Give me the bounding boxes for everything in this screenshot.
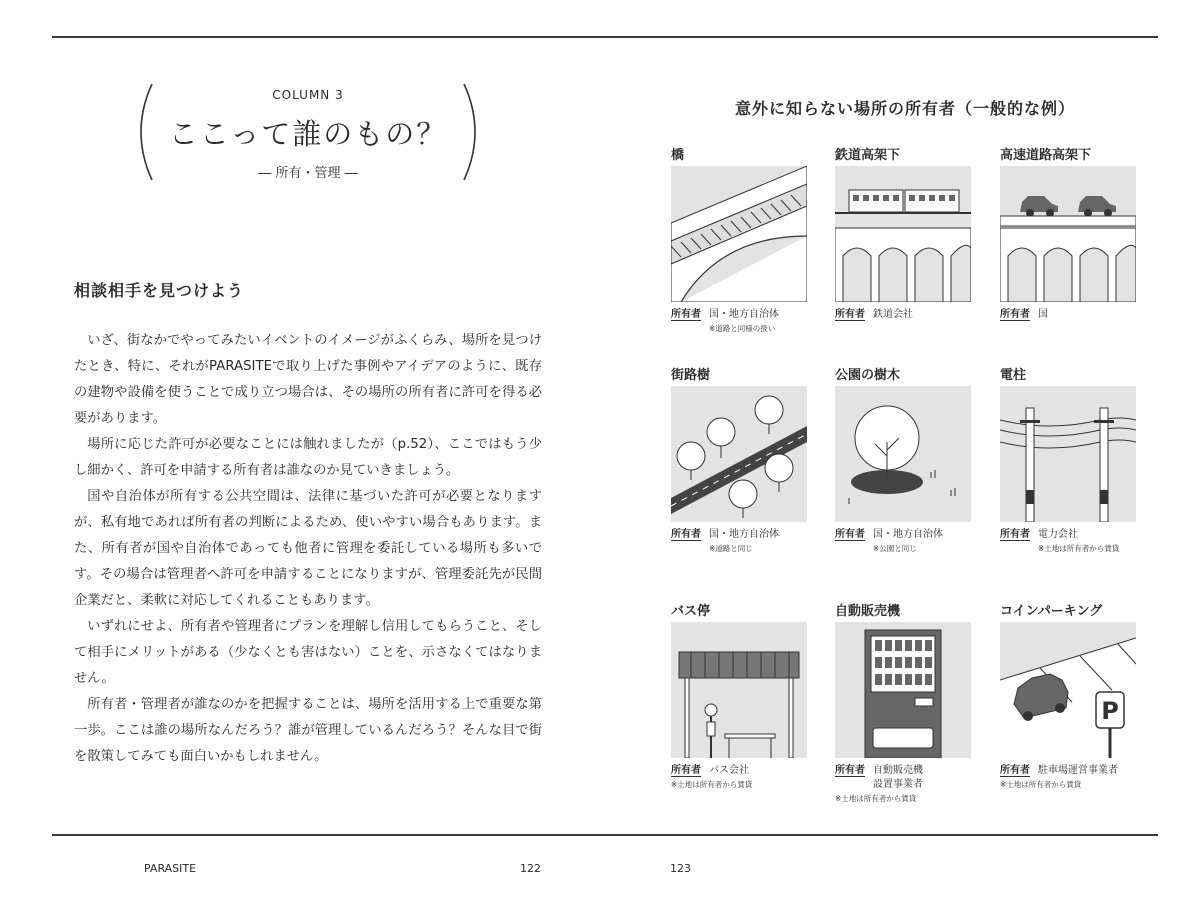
bridge-icon <box>671 166 807 302</box>
owner-label: 所有者 <box>835 765 865 776</box>
owner-note: ※公園と同じ <box>873 544 917 553</box>
top-rule <box>52 36 1158 38</box>
highway-viaduct-icon <box>1000 166 1136 302</box>
column-label: COLUMN 3 <box>272 88 344 102</box>
card-street-trees <box>671 364 811 556</box>
owner-label: 所有者 <box>671 309 701 320</box>
svg-text:P: P <box>1101 697 1119 725</box>
owner-info <box>835 308 975 322</box>
column-header <box>128 82 488 182</box>
paragraph: 所有者・管理者が誰なのかを把握することは、場所を活用する上で重要な第一歩。ここは誰の場所なんだろう？誰が管理しているんだろう？そんな目で街を散策してみても面白いかもしれません。 <box>74 697 542 764</box>
card-title: 自動販売機 <box>835 604 901 619</box>
owner-note: ※土地は所有者から賃貸 <box>671 780 753 789</box>
column-subtitle: ― 所有・管理 ― <box>258 166 358 181</box>
card-title: 橋 <box>671 148 685 163</box>
owner-name: 国・地方自治体 <box>709 529 779 540</box>
card-coin-parking <box>1000 600 1140 792</box>
owner-note: ※道路と同じ <box>709 544 753 553</box>
owner-name: 駐車場運営事業者 <box>1038 765 1118 776</box>
card-railway-viaduct <box>835 144 975 322</box>
page-number-left: 122 <box>520 862 541 875</box>
owner-label: 所有者 <box>1000 309 1030 320</box>
bottom-rule <box>52 834 1158 836</box>
card-highway-viaduct <box>1000 144 1140 322</box>
section-heading: 相談相手を見つけよう <box>74 281 245 300</box>
park-tree-icon <box>835 386 971 522</box>
card-title: 公園の樹木 <box>835 368 901 383</box>
street-trees-icon <box>671 386 807 522</box>
owner-label: 所有者 <box>1000 529 1030 540</box>
card-title: 高速道路高架下 <box>1000 148 1092 163</box>
owner-label: 所有者 <box>1000 765 1030 776</box>
page-number-right: 123 <box>670 862 691 875</box>
owner-info <box>1000 528 1140 556</box>
owner-info <box>1000 764 1140 792</box>
card-utility-pole <box>1000 364 1140 556</box>
owner-note: ※土地は所有者から賃貸 <box>1000 780 1082 789</box>
owner-name: バス会社 <box>709 765 749 776</box>
paragraph: いずれにせよ、所有者や管理者にプランを理解し信用してもらうこと、そして相手にメリットがある（少なくとも害はない）ことを、示さなくてはなりません。 <box>74 619 542 686</box>
body-text <box>74 328 542 770</box>
card-title: バス停 <box>671 604 711 619</box>
owner-name: 国 <box>1038 309 1048 320</box>
vending-machine-icon <box>835 622 971 758</box>
owner-info <box>1000 308 1140 322</box>
card-bus-stop <box>671 600 811 792</box>
owner-name: 鉄道会社 <box>873 309 913 320</box>
card-park-tree <box>835 364 975 556</box>
coin-parking-icon <box>1000 622 1136 758</box>
card-title: 鉄道高架下 <box>835 148 901 163</box>
card-title: 電柱 <box>1000 368 1027 383</box>
card-vending-machine <box>835 600 975 806</box>
railway-viaduct-icon <box>835 166 971 302</box>
owner-name: 国・地方自治体 <box>709 309 779 320</box>
card-bridge <box>671 144 811 336</box>
owner-info <box>671 308 811 336</box>
figure-title: 意外に知らない場所の所有者（一般的な例） <box>734 99 1075 118</box>
column-title: ここって誰のもの？ <box>168 117 448 151</box>
bus-stop-icon <box>671 622 807 758</box>
paragraph: 国や自治体が所有する公共空間は、法律に基づいた許可が必要となりますが、私有地であれば所有者の判断によるため、使いやすい場合もあります。また、所有者が国や自治体であっても他者に管理を委託している場所も多いです。その場合は管理者へ許可を申請することになりますが、管理委託先が民間企業だと、柔軟に対応してくれることもあります。 <box>74 489 542 608</box>
paragraph: いざ、街なかでやってみたいイベントのイメージがふくらみ、場所を見つけたとき、特に、それがPARASITEで取り上げた事例やアイデアのように、既存の建物や設備を使うことで成り立つ場合は、その場所の所有者に許可を得る必要があります。 <box>74 333 542 426</box>
owner-info <box>835 528 975 556</box>
utility-pole-icon <box>1000 386 1136 522</box>
owner-name: 国・地方自治体 <box>873 529 943 540</box>
card-title: コインパーキング <box>1000 604 1103 619</box>
owner-note: ※土地は所有者から賃貸 <box>1038 544 1120 553</box>
owner-note: ※道路と同様の扱い <box>709 324 776 333</box>
paragraph: 場所に応じた許可が必要なことには触れましたが（p.52）、ここではもう少し細かく、許可を申請する所有者は誰なのか見ていきましょう。 <box>74 437 542 478</box>
owner-label: 所有者 <box>835 529 865 540</box>
owner-label: 所有者 <box>835 309 865 320</box>
owner-label: 所有者 <box>671 765 701 776</box>
owner-note: ※土地は所有者から賃貸 <box>835 794 917 803</box>
card-title: 街路樹 <box>671 368 711 383</box>
owner-name: 電力会社 <box>1038 529 1078 540</box>
owner-info <box>671 764 811 792</box>
owner-name: 自動販売機 設置事業者 <box>873 765 923 790</box>
owner-label: 所有者 <box>671 529 701 540</box>
owner-info <box>835 764 975 806</box>
footer-brand: PARASITE <box>144 862 197 875</box>
owner-info <box>671 528 811 556</box>
